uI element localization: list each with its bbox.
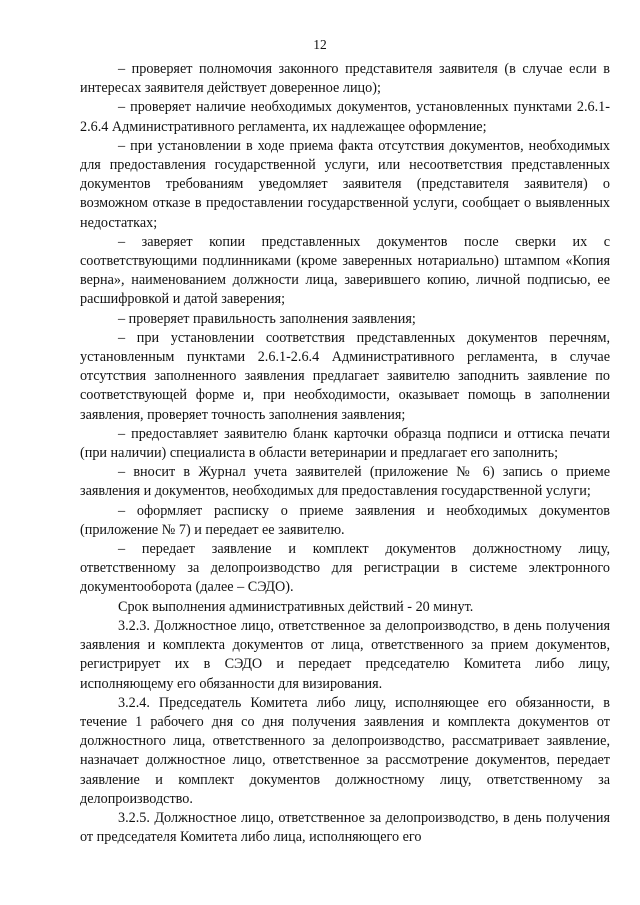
paragraph: – заверяет копии представленных документов после сверки их с соответствующими подлинниками (кроме заверенных нотариально) штампом «Копия верна», наименованием должности лица, заверившего копию, личной подписью, ее расшифровкой и датой заверения; [80, 233, 610, 308]
paragraph: – передает заявление и комплект документов должностному лицу, ответственному за делопроизводство для регистрации в системе электронного документооборота (далее – СЭДО). [80, 541, 610, 596]
paragraph: – проверяет полномочия законного представителя заявителя (в случае если в интересах заявителя действует доверенное лицо); [80, 61, 610, 97]
paragraph: – оформляет расписку о приеме заявления и необходимых документов (приложение № 7) и передает ее заявителю. [80, 502, 610, 538]
paragraph: – вносит в Журнал учета заявителей (приложение № 6) запись о приеме заявления и документов, необходимых для предоставления государственной услуги; [80, 464, 610, 500]
page-number: 12 [313, 37, 327, 52]
body-text [80, 60, 610, 847]
paragraph: 3.2.3. Должностное лицо, ответственное за делопроизводство, в день получения заявления и комплекта документов от лица, ответственного за прием документов, регистрирует их в СЭДО и передает председателю Комитета либо лицу, исполняющему его обязанности для визирования. [80, 617, 610, 692]
paragraph: – проверяет правильность заполнения заявления; [118, 310, 416, 327]
paragraph: 3.2.4. Председатель Комитета либо лицу, исполняющее его обязанности, в течение 1 рабочего дня со дня получения заявления и комплекта документов от должностного лица, ответственного за делопроизводство, рассматривает заявление, назначает должностное лицо, ответственное за рассмотрение документов, передает заявление и комплект документов должностному лицу, ответственному за делопроизводство. [80, 694, 610, 807]
paragraph: – при установлении в ходе приема факта отсутствия документов, необходимых для предоставления государственной услуги, или несоответствия представленных документов требованиям уведомляет заявителя (представителя заявителя) о возможном отказе в предоставлении государственной услуги, сообщает о выявленных недостатках; [80, 137, 610, 231]
paragraph: 3.2.5. Должностное лицо, ответственное за делопроизводство, в день получения от председателя Комитета либо лица, исполняющего его [80, 809, 610, 846]
paragraph: – предоставляет заявителю бланк карточки образца подписи и оттиска печати (при наличии) специалиста в области ветеринарии и предлагает его заполнить; [80, 425, 610, 462]
paragraph: Срок выполнения административных действий - 20 минут. [118, 598, 474, 615]
paragraph: – при установлении соответствия представленных документов перечням, установленным пунктами 2.6.1-2.6.4 Административного регламента, в случае отсутствия заполненного заявления предлагает заявителю заподнить заявление по соответствующей форме и, при необходимости, оказывает помощь в заполнении заявления, проверяет точность заполнения заявления; [80, 329, 610, 423]
paragraph: – проверяет наличие необходимых документов, установленных пунктами 2.6.1-2.6.4 Административного регламента, их надлежащее оформление; [80, 99, 610, 135]
